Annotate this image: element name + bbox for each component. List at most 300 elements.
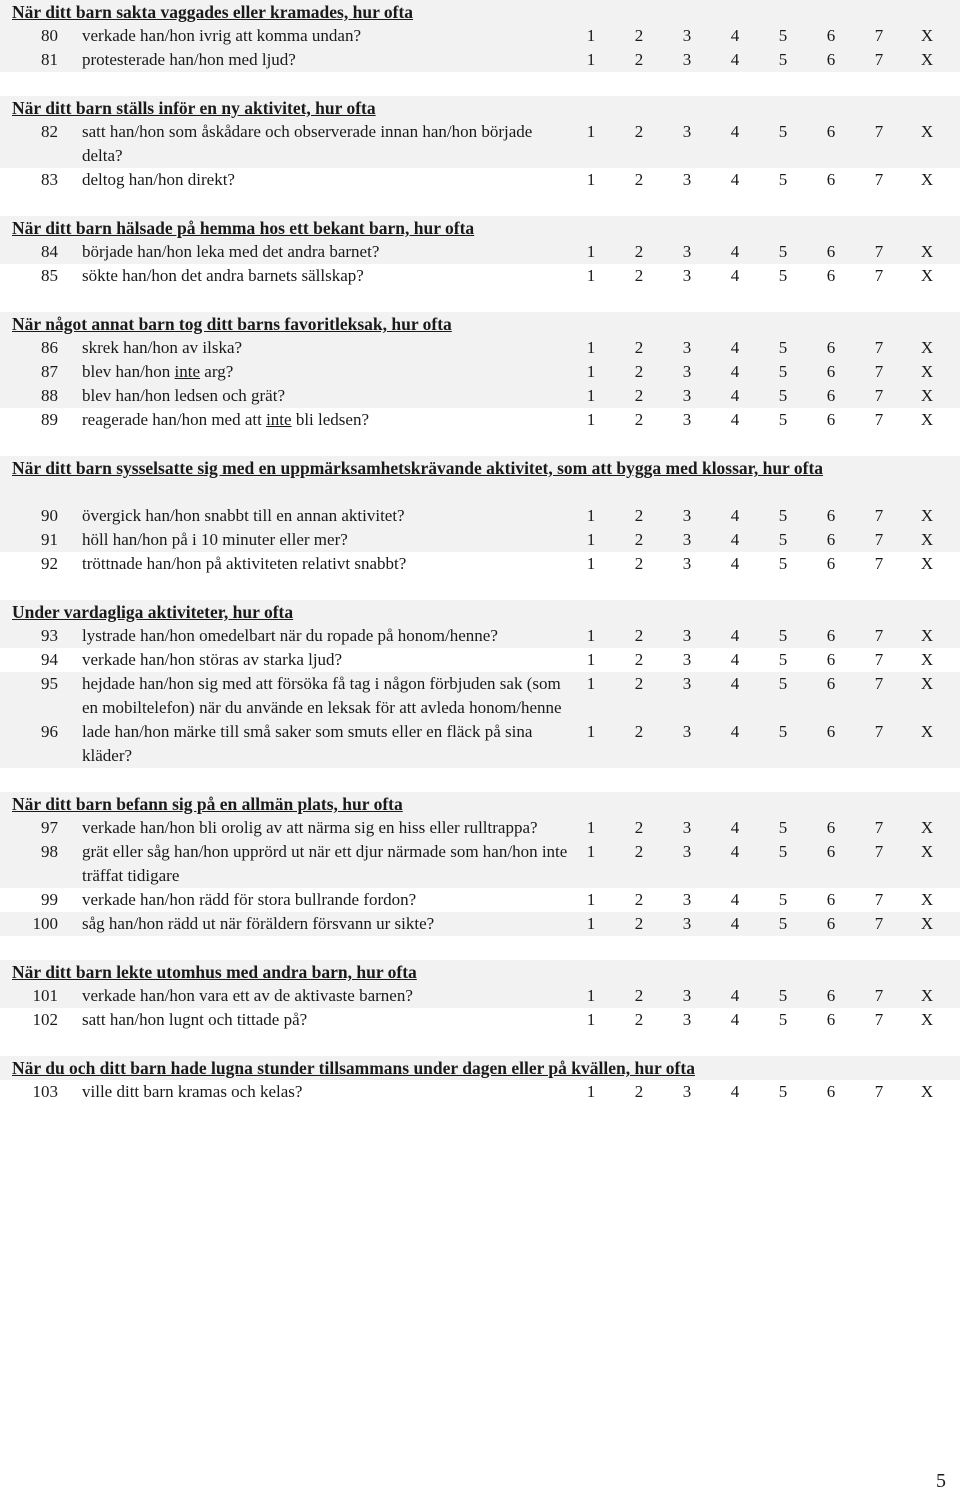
question-text bbox=[82, 360, 572, 384]
question-row bbox=[0, 888, 960, 912]
scale-option[interactable]: 1 bbox=[586, 386, 596, 405]
scale-option[interactable]: 1 bbox=[586, 554, 596, 573]
scale-option[interactable]: 3 bbox=[682, 506, 692, 525]
rating-scale bbox=[575, 1008, 935, 1032]
scale-option[interactable]: 4 bbox=[730, 530, 740, 549]
scale-option[interactable]: 6 bbox=[826, 890, 836, 909]
question-section bbox=[0, 1056, 960, 1104]
scale-option[interactable]: 1 bbox=[586, 362, 596, 381]
scale-option[interactable]: X bbox=[920, 842, 934, 861]
scale-option[interactable]: X bbox=[920, 338, 934, 357]
scale-option[interactable]: 7 bbox=[874, 818, 884, 837]
scale-option[interactable]: 7 bbox=[874, 650, 884, 669]
question-text: grät eller såg han/hon upprörd ut när ett djur närmade som han/hon inte träffat tidigare bbox=[82, 842, 568, 885]
question-number: 102 bbox=[32, 1010, 58, 1029]
scale-option[interactable]: 6 bbox=[826, 530, 836, 549]
scale-option[interactable]: 3 bbox=[682, 554, 692, 573]
question-number: 93 bbox=[41, 626, 58, 645]
scale-option[interactable]: 4 bbox=[730, 50, 740, 69]
scale-option[interactable]: 7 bbox=[874, 50, 884, 69]
scale-option[interactable]: 1 bbox=[586, 338, 596, 357]
scale-option[interactable]: X bbox=[920, 530, 934, 549]
scale-option[interactable]: X bbox=[920, 554, 934, 573]
scale-option[interactable]: 6 bbox=[826, 362, 836, 381]
scale-option[interactable]: 3 bbox=[682, 674, 692, 693]
question-number: 80 bbox=[41, 26, 58, 45]
question-text: verkade han/hon vara ett av de aktivaste barnen? bbox=[82, 986, 413, 1005]
question-text-part: blev han/hon bbox=[82, 362, 175, 381]
scale-option[interactable]: 6 bbox=[826, 986, 836, 1005]
scale-option[interactable]: 2 bbox=[634, 530, 644, 549]
scale-option[interactable]: 5 bbox=[778, 818, 788, 837]
scale-option[interactable]: 4 bbox=[730, 1010, 740, 1029]
scale-option[interactable]: 1 bbox=[586, 626, 596, 645]
question-text: protesterade han/hon med ljud? bbox=[82, 50, 296, 69]
rating-scale bbox=[575, 1080, 935, 1104]
scale-option[interactable]: 1 bbox=[586, 914, 596, 933]
scale-option[interactable]: 2 bbox=[634, 914, 644, 933]
section-title: När du och ditt barn hade lugna stunder tillsammans under dagen eller på kvällen, hur ofta bbox=[0, 1056, 960, 1080]
scale-option[interactable]: 1 bbox=[586, 530, 596, 549]
question-row bbox=[0, 552, 960, 576]
question-row bbox=[0, 384, 960, 408]
scale-option[interactable]: 1 bbox=[586, 506, 596, 525]
scale-option[interactable]: 7 bbox=[874, 914, 884, 933]
scale-option[interactable]: 7 bbox=[874, 842, 884, 861]
scale-option[interactable]: 7 bbox=[874, 554, 884, 573]
scale-option[interactable]: 7 bbox=[874, 722, 884, 741]
scale-option[interactable]: 6 bbox=[826, 818, 836, 837]
question-number: 87 bbox=[41, 362, 58, 381]
question-number: 98 bbox=[41, 842, 58, 861]
scale-option[interactable]: 4 bbox=[730, 170, 740, 189]
question-row bbox=[0, 840, 960, 888]
scale-option[interactable]: 5 bbox=[778, 410, 788, 429]
question-text: verkade han/hon störas av starka ljud? bbox=[82, 650, 343, 669]
scale-option[interactable]: 6 bbox=[826, 1010, 836, 1029]
question-number: 81 bbox=[41, 50, 58, 69]
rating-scale bbox=[575, 624, 935, 648]
question-number: 99 bbox=[41, 890, 58, 909]
question-row bbox=[0, 408, 960, 432]
scale-option[interactable]: 3 bbox=[682, 26, 692, 45]
scale-option[interactable]: 7 bbox=[874, 362, 884, 381]
section-title: När något annat barn tog ditt barns favoritleksak, hur ofta bbox=[0, 312, 960, 336]
scale-option[interactable]: 4 bbox=[730, 506, 740, 525]
scale-option[interactable]: 5 bbox=[778, 914, 788, 933]
scale-option[interactable]: 2 bbox=[634, 410, 644, 429]
question-text: satt han/hon lugnt och tittade på? bbox=[82, 1010, 308, 1029]
scale-option[interactable]: 2 bbox=[634, 626, 644, 645]
scale-option[interactable]: 3 bbox=[682, 410, 692, 429]
scale-option[interactable]: 6 bbox=[826, 266, 836, 285]
scale-option[interactable]: 2 bbox=[634, 674, 644, 693]
rating-scale bbox=[575, 984, 935, 1008]
scale-option[interactable]: 3 bbox=[682, 842, 692, 861]
scale-option[interactable]: 2 bbox=[634, 170, 644, 189]
question-text: började han/hon leka med det andra barnet? bbox=[82, 242, 380, 261]
scale-option[interactable]: 5 bbox=[778, 674, 788, 693]
scale-option[interactable]: X bbox=[920, 1010, 934, 1029]
scale-option[interactable]: 1 bbox=[586, 818, 596, 837]
question-text: lystrade han/hon omedelbart när du ropade på honom/henne? bbox=[82, 626, 498, 645]
question-row bbox=[0, 672, 960, 720]
scale-option[interactable]: 6 bbox=[826, 170, 836, 189]
scale-option[interactable]: 3 bbox=[682, 362, 692, 381]
scale-option[interactable]: X bbox=[920, 266, 934, 285]
scale-option[interactable]: 5 bbox=[778, 242, 788, 261]
scale-option[interactable]: 5 bbox=[778, 506, 788, 525]
scale-option[interactable]: 7 bbox=[874, 338, 884, 357]
scale-option[interactable]: 4 bbox=[730, 626, 740, 645]
scale-option[interactable]: X bbox=[920, 818, 934, 837]
rating-scale bbox=[575, 24, 935, 48]
question-row bbox=[0, 48, 960, 72]
scale-option[interactable]: 1 bbox=[586, 842, 596, 861]
rating-scale bbox=[575, 672, 935, 696]
scale-option[interactable]: 3 bbox=[682, 338, 692, 357]
scale-option[interactable]: 5 bbox=[778, 1082, 788, 1101]
scale-option[interactable]: 2 bbox=[634, 842, 644, 861]
question-number: 92 bbox=[41, 554, 58, 573]
scale-option[interactable]: 7 bbox=[874, 890, 884, 909]
scale-option[interactable]: X bbox=[920, 26, 934, 45]
scale-option[interactable]: 3 bbox=[682, 266, 692, 285]
scale-option[interactable]: X bbox=[920, 626, 934, 645]
question-text: verkade han/hon rädd för stora bullrande fordon? bbox=[82, 890, 417, 909]
scale-option[interactable]: 1 bbox=[586, 170, 596, 189]
scale-option[interactable]: X bbox=[920, 242, 934, 261]
scale-option[interactable]: 3 bbox=[682, 386, 692, 405]
scale-option[interactable]: 2 bbox=[634, 818, 644, 837]
scale-option[interactable]: X bbox=[920, 170, 934, 189]
scale-option[interactable]: 5 bbox=[778, 386, 788, 405]
question-row bbox=[0, 264, 960, 288]
scale-option[interactable]: X bbox=[920, 722, 934, 741]
scale-option[interactable]: 4 bbox=[730, 842, 740, 861]
question-row bbox=[0, 528, 960, 552]
scale-option[interactable]: 6 bbox=[826, 1082, 836, 1101]
question-number: 82 bbox=[41, 122, 58, 141]
scale-option[interactable]: 7 bbox=[874, 986, 884, 1005]
question-section bbox=[0, 456, 960, 576]
scale-option[interactable]: 1 bbox=[586, 1010, 596, 1029]
rating-scale bbox=[575, 720, 935, 744]
scale-option[interactable]: X bbox=[920, 386, 934, 405]
scale-option[interactable]: 3 bbox=[682, 650, 692, 669]
scale-option[interactable]: 3 bbox=[682, 530, 692, 549]
scale-option[interactable]: X bbox=[920, 50, 934, 69]
scale-option[interactable]: 7 bbox=[874, 506, 884, 525]
scale-option[interactable]: 5 bbox=[778, 626, 788, 645]
question-text: sökte han/hon det andra barnets sällskap? bbox=[82, 266, 364, 285]
question-row bbox=[0, 504, 960, 528]
question-number: 83 bbox=[41, 170, 58, 189]
scale-option[interactable]: X bbox=[920, 914, 934, 933]
scale-option[interactable]: 7 bbox=[874, 410, 884, 429]
scale-option[interactable]: 7 bbox=[874, 122, 884, 141]
section-title: När ditt barn sysselsatte sig med en uppmärksamhetskrävande aktivitet, som att bygga med klossar, hur ofta bbox=[0, 456, 960, 504]
scale-option[interactable]: 3 bbox=[682, 242, 692, 261]
question-section bbox=[0, 0, 960, 72]
scale-option[interactable]: 2 bbox=[634, 1010, 644, 1029]
scale-option[interactable]: 4 bbox=[730, 890, 740, 909]
question-text: blev han/hon ledsen och grät? bbox=[82, 386, 285, 405]
scale-option[interactable]: 5 bbox=[778, 890, 788, 909]
scale-option[interactable]: 6 bbox=[826, 410, 836, 429]
scale-option[interactable]: 3 bbox=[682, 122, 692, 141]
question-row bbox=[0, 720, 960, 768]
question-row bbox=[0, 360, 960, 384]
question-text: lade han/hon märke till små saker som smuts eller en fläck på sina kläder? bbox=[82, 722, 533, 765]
scale-option[interactable]: 5 bbox=[778, 1010, 788, 1029]
scale-option[interactable]: 3 bbox=[682, 818, 692, 837]
question-text: satt han/hon som åskådare och observerade innan han/hon började delta? bbox=[82, 122, 533, 165]
scale-option[interactable]: 6 bbox=[826, 554, 836, 573]
question-section bbox=[0, 96, 960, 192]
question-row bbox=[0, 1080, 960, 1104]
scale-option[interactable]: 5 bbox=[778, 554, 788, 573]
scale-option[interactable]: 6 bbox=[826, 650, 836, 669]
rating-scale bbox=[575, 528, 935, 552]
question-number: 97 bbox=[41, 818, 58, 837]
question-text-part: reagerade han/hon med att bbox=[82, 410, 267, 429]
scale-option[interactable]: 4 bbox=[730, 338, 740, 357]
question-row bbox=[0, 336, 960, 360]
question-row bbox=[0, 816, 960, 840]
scale-option[interactable]: 1 bbox=[586, 890, 596, 909]
scale-option[interactable]: 2 bbox=[634, 890, 644, 909]
rating-scale bbox=[575, 264, 935, 288]
scale-option[interactable]: 4 bbox=[730, 1082, 740, 1101]
scale-option[interactable]: 7 bbox=[874, 1010, 884, 1029]
rating-scale bbox=[575, 888, 935, 912]
scale-option[interactable]: 2 bbox=[634, 26, 644, 45]
scale-option[interactable]: 6 bbox=[826, 242, 836, 261]
scale-option[interactable]: 6 bbox=[826, 722, 836, 741]
rating-scale bbox=[575, 384, 935, 408]
scale-option[interactable]: 5 bbox=[778, 122, 788, 141]
question-row bbox=[0, 120, 960, 168]
scale-option[interactable]: 6 bbox=[826, 914, 836, 933]
question-row bbox=[0, 912, 960, 936]
scale-option[interactable]: 1 bbox=[586, 650, 596, 669]
scale-option[interactable]: 4 bbox=[730, 986, 740, 1005]
scale-option[interactable]: 2 bbox=[634, 50, 644, 69]
scale-option[interactable]: 1 bbox=[586, 1082, 596, 1101]
rating-scale bbox=[575, 912, 935, 936]
scale-option[interactable]: 2 bbox=[634, 722, 644, 741]
scale-option[interactable]: 6 bbox=[826, 626, 836, 645]
rating-scale bbox=[575, 120, 935, 144]
question-number: 91 bbox=[41, 530, 58, 549]
scale-option[interactable]: 1 bbox=[586, 986, 596, 1005]
scale-option[interactable]: 2 bbox=[634, 242, 644, 261]
scale-option[interactable]: 7 bbox=[874, 242, 884, 261]
question-section bbox=[0, 600, 960, 768]
scale-option[interactable]: 3 bbox=[682, 722, 692, 741]
scale-option[interactable]: 2 bbox=[634, 554, 644, 573]
scale-option[interactable]: 5 bbox=[778, 362, 788, 381]
question-text: höll han/hon på i 10 minuter eller mer? bbox=[82, 530, 348, 549]
scale-option[interactable]: X bbox=[920, 674, 934, 693]
scale-option[interactable]: 7 bbox=[874, 386, 884, 405]
scale-option[interactable]: X bbox=[920, 506, 934, 525]
question-row bbox=[0, 648, 960, 672]
rating-scale bbox=[575, 48, 935, 72]
section-title: När ditt barn ställs inför en ny aktivitet, hur ofta bbox=[0, 96, 960, 120]
scale-option[interactable]: X bbox=[920, 650, 934, 669]
scale-option[interactable]: 4 bbox=[730, 674, 740, 693]
question-row bbox=[0, 240, 960, 264]
scale-option[interactable]: 1 bbox=[586, 26, 596, 45]
scale-option[interactable]: 4 bbox=[730, 362, 740, 381]
scale-option[interactable]: 5 bbox=[778, 50, 788, 69]
question-number: 101 bbox=[32, 986, 58, 1005]
section-title: Under vardagliga aktiviteter, hur ofta bbox=[0, 600, 960, 624]
scale-option[interactable]: 4 bbox=[730, 242, 740, 261]
scale-option[interactable]: 4 bbox=[730, 554, 740, 573]
scale-option[interactable]: 7 bbox=[874, 26, 884, 45]
scale-option[interactable]: 5 bbox=[778, 650, 788, 669]
scale-option[interactable]: 3 bbox=[682, 890, 692, 909]
scale-option[interactable]: 2 bbox=[634, 386, 644, 405]
scale-option[interactable]: 1 bbox=[586, 242, 596, 261]
scale-option[interactable]: 6 bbox=[826, 122, 836, 141]
scale-option[interactable]: 7 bbox=[874, 530, 884, 549]
question-text: tröttnade han/hon på aktiviteten relativt snabbt? bbox=[82, 554, 407, 573]
question-text: deltog han/hon direkt? bbox=[82, 170, 235, 189]
scale-option[interactable]: 4 bbox=[730, 410, 740, 429]
scale-option[interactable]: 2 bbox=[634, 122, 644, 141]
scale-option[interactable]: 5 bbox=[778, 170, 788, 189]
scale-option[interactable]: 4 bbox=[730, 386, 740, 405]
scale-option[interactable]: 5 bbox=[778, 338, 788, 357]
rating-scale bbox=[575, 504, 935, 528]
scale-option[interactable]: 3 bbox=[682, 1082, 692, 1101]
question-row bbox=[0, 1008, 960, 1032]
scale-option[interactable]: 4 bbox=[730, 266, 740, 285]
section-title: När ditt barn hälsade på hemma hos ett bekant barn, hur ofta bbox=[0, 216, 960, 240]
scale-option[interactable]: 7 bbox=[874, 266, 884, 285]
scale-option[interactable]: 1 bbox=[586, 722, 596, 741]
scale-option[interactable]: X bbox=[920, 122, 934, 141]
emphasis-text: inte bbox=[174, 362, 201, 381]
rating-scale bbox=[575, 408, 935, 432]
question-text: skrek han/hon av ilska? bbox=[82, 338, 243, 357]
question-row bbox=[0, 624, 960, 648]
scale-option[interactable]: 5 bbox=[778, 842, 788, 861]
scale-option[interactable]: 1 bbox=[586, 266, 596, 285]
scale-option[interactable]: 2 bbox=[634, 266, 644, 285]
scale-option[interactable]: 6 bbox=[826, 50, 836, 69]
rating-scale bbox=[575, 336, 935, 360]
scale-option[interactable]: 6 bbox=[826, 674, 836, 693]
scale-option[interactable]: 1 bbox=[586, 50, 596, 69]
scale-option[interactable]: 7 bbox=[874, 1082, 884, 1101]
question-number: 85 bbox=[41, 266, 58, 285]
section-title: När ditt barn sakta vaggades eller kramades, hur ofta bbox=[0, 0, 960, 24]
scale-option[interactable]: 5 bbox=[778, 266, 788, 285]
scale-option[interactable]: 3 bbox=[682, 914, 692, 933]
scale-option[interactable]: 3 bbox=[682, 626, 692, 645]
scale-option[interactable]: 4 bbox=[730, 722, 740, 741]
question-text: övergick han/hon snabbt till en annan aktivitet? bbox=[82, 506, 405, 525]
scale-option[interactable]: 2 bbox=[634, 650, 644, 669]
scale-option[interactable]: 4 bbox=[730, 650, 740, 669]
question-text: ville ditt barn kramas och kelas? bbox=[82, 1082, 303, 1101]
scale-option[interactable]: 2 bbox=[634, 362, 644, 381]
scale-option[interactable]: 6 bbox=[826, 338, 836, 357]
scale-option[interactable]: X bbox=[920, 890, 934, 909]
scale-option[interactable]: X bbox=[920, 1082, 934, 1101]
scale-option[interactable]: 5 bbox=[778, 986, 788, 1005]
scale-option[interactable]: 3 bbox=[682, 50, 692, 69]
rating-scale bbox=[575, 648, 935, 672]
question-number: 88 bbox=[41, 386, 58, 405]
scale-option[interactable]: 6 bbox=[826, 842, 836, 861]
scale-option[interactable]: X bbox=[920, 986, 934, 1005]
question-row bbox=[0, 984, 960, 1008]
scale-option[interactable]: X bbox=[920, 362, 934, 381]
scale-option[interactable]: 3 bbox=[682, 170, 692, 189]
question-section bbox=[0, 312, 960, 432]
rating-scale bbox=[575, 360, 935, 384]
question-number: 89 bbox=[41, 410, 58, 429]
scale-option[interactable]: 7 bbox=[874, 626, 884, 645]
question-section bbox=[0, 792, 960, 936]
question-text: verkade han/hon ivrig att komma undan? bbox=[82, 26, 361, 45]
scale-option[interactable]: 2 bbox=[634, 506, 644, 525]
question-number: 86 bbox=[41, 338, 58, 357]
rating-scale bbox=[575, 816, 935, 840]
question-section bbox=[0, 960, 960, 1032]
section-title: När ditt barn lekte utomhus med andra barn, hur ofta bbox=[0, 960, 960, 984]
question-text bbox=[82, 408, 572, 432]
scale-option[interactable]: 2 bbox=[634, 1082, 644, 1101]
scale-option[interactable]: 6 bbox=[826, 386, 836, 405]
scale-option[interactable]: 3 bbox=[682, 986, 692, 1005]
scale-option[interactable]: X bbox=[920, 410, 934, 429]
question-number: 94 bbox=[41, 650, 58, 669]
question-row bbox=[0, 168, 960, 192]
scale-option[interactable]: 4 bbox=[730, 26, 740, 45]
rating-scale bbox=[575, 552, 935, 576]
scale-option[interactable]: 5 bbox=[778, 722, 788, 741]
question-row bbox=[0, 24, 960, 48]
scale-option[interactable]: 4 bbox=[730, 818, 740, 837]
emphasis-text: inte bbox=[266, 410, 292, 429]
rating-scale bbox=[575, 840, 935, 864]
scale-option[interactable]: 1 bbox=[586, 674, 596, 693]
scale-option[interactable]: 5 bbox=[778, 26, 788, 45]
scale-option[interactable]: 1 bbox=[586, 410, 596, 429]
rating-scale bbox=[575, 240, 935, 264]
scale-option[interactable]: 4 bbox=[730, 914, 740, 933]
scale-option[interactable]: 1 bbox=[586, 122, 596, 141]
scale-option[interactable]: 7 bbox=[874, 170, 884, 189]
scale-option[interactable]: 6 bbox=[826, 506, 836, 525]
scale-option[interactable]: 7 bbox=[874, 674, 884, 693]
scale-option[interactable]: 5 bbox=[778, 530, 788, 549]
question-number: 84 bbox=[41, 242, 58, 261]
scale-option[interactable]: 6 bbox=[826, 26, 836, 45]
scale-option[interactable]: 4 bbox=[730, 122, 740, 141]
scale-option[interactable]: 2 bbox=[634, 986, 644, 1005]
question-number: 96 bbox=[41, 722, 58, 741]
scale-option[interactable]: 3 bbox=[682, 1010, 692, 1029]
scale-option[interactable]: 2 bbox=[634, 338, 644, 357]
